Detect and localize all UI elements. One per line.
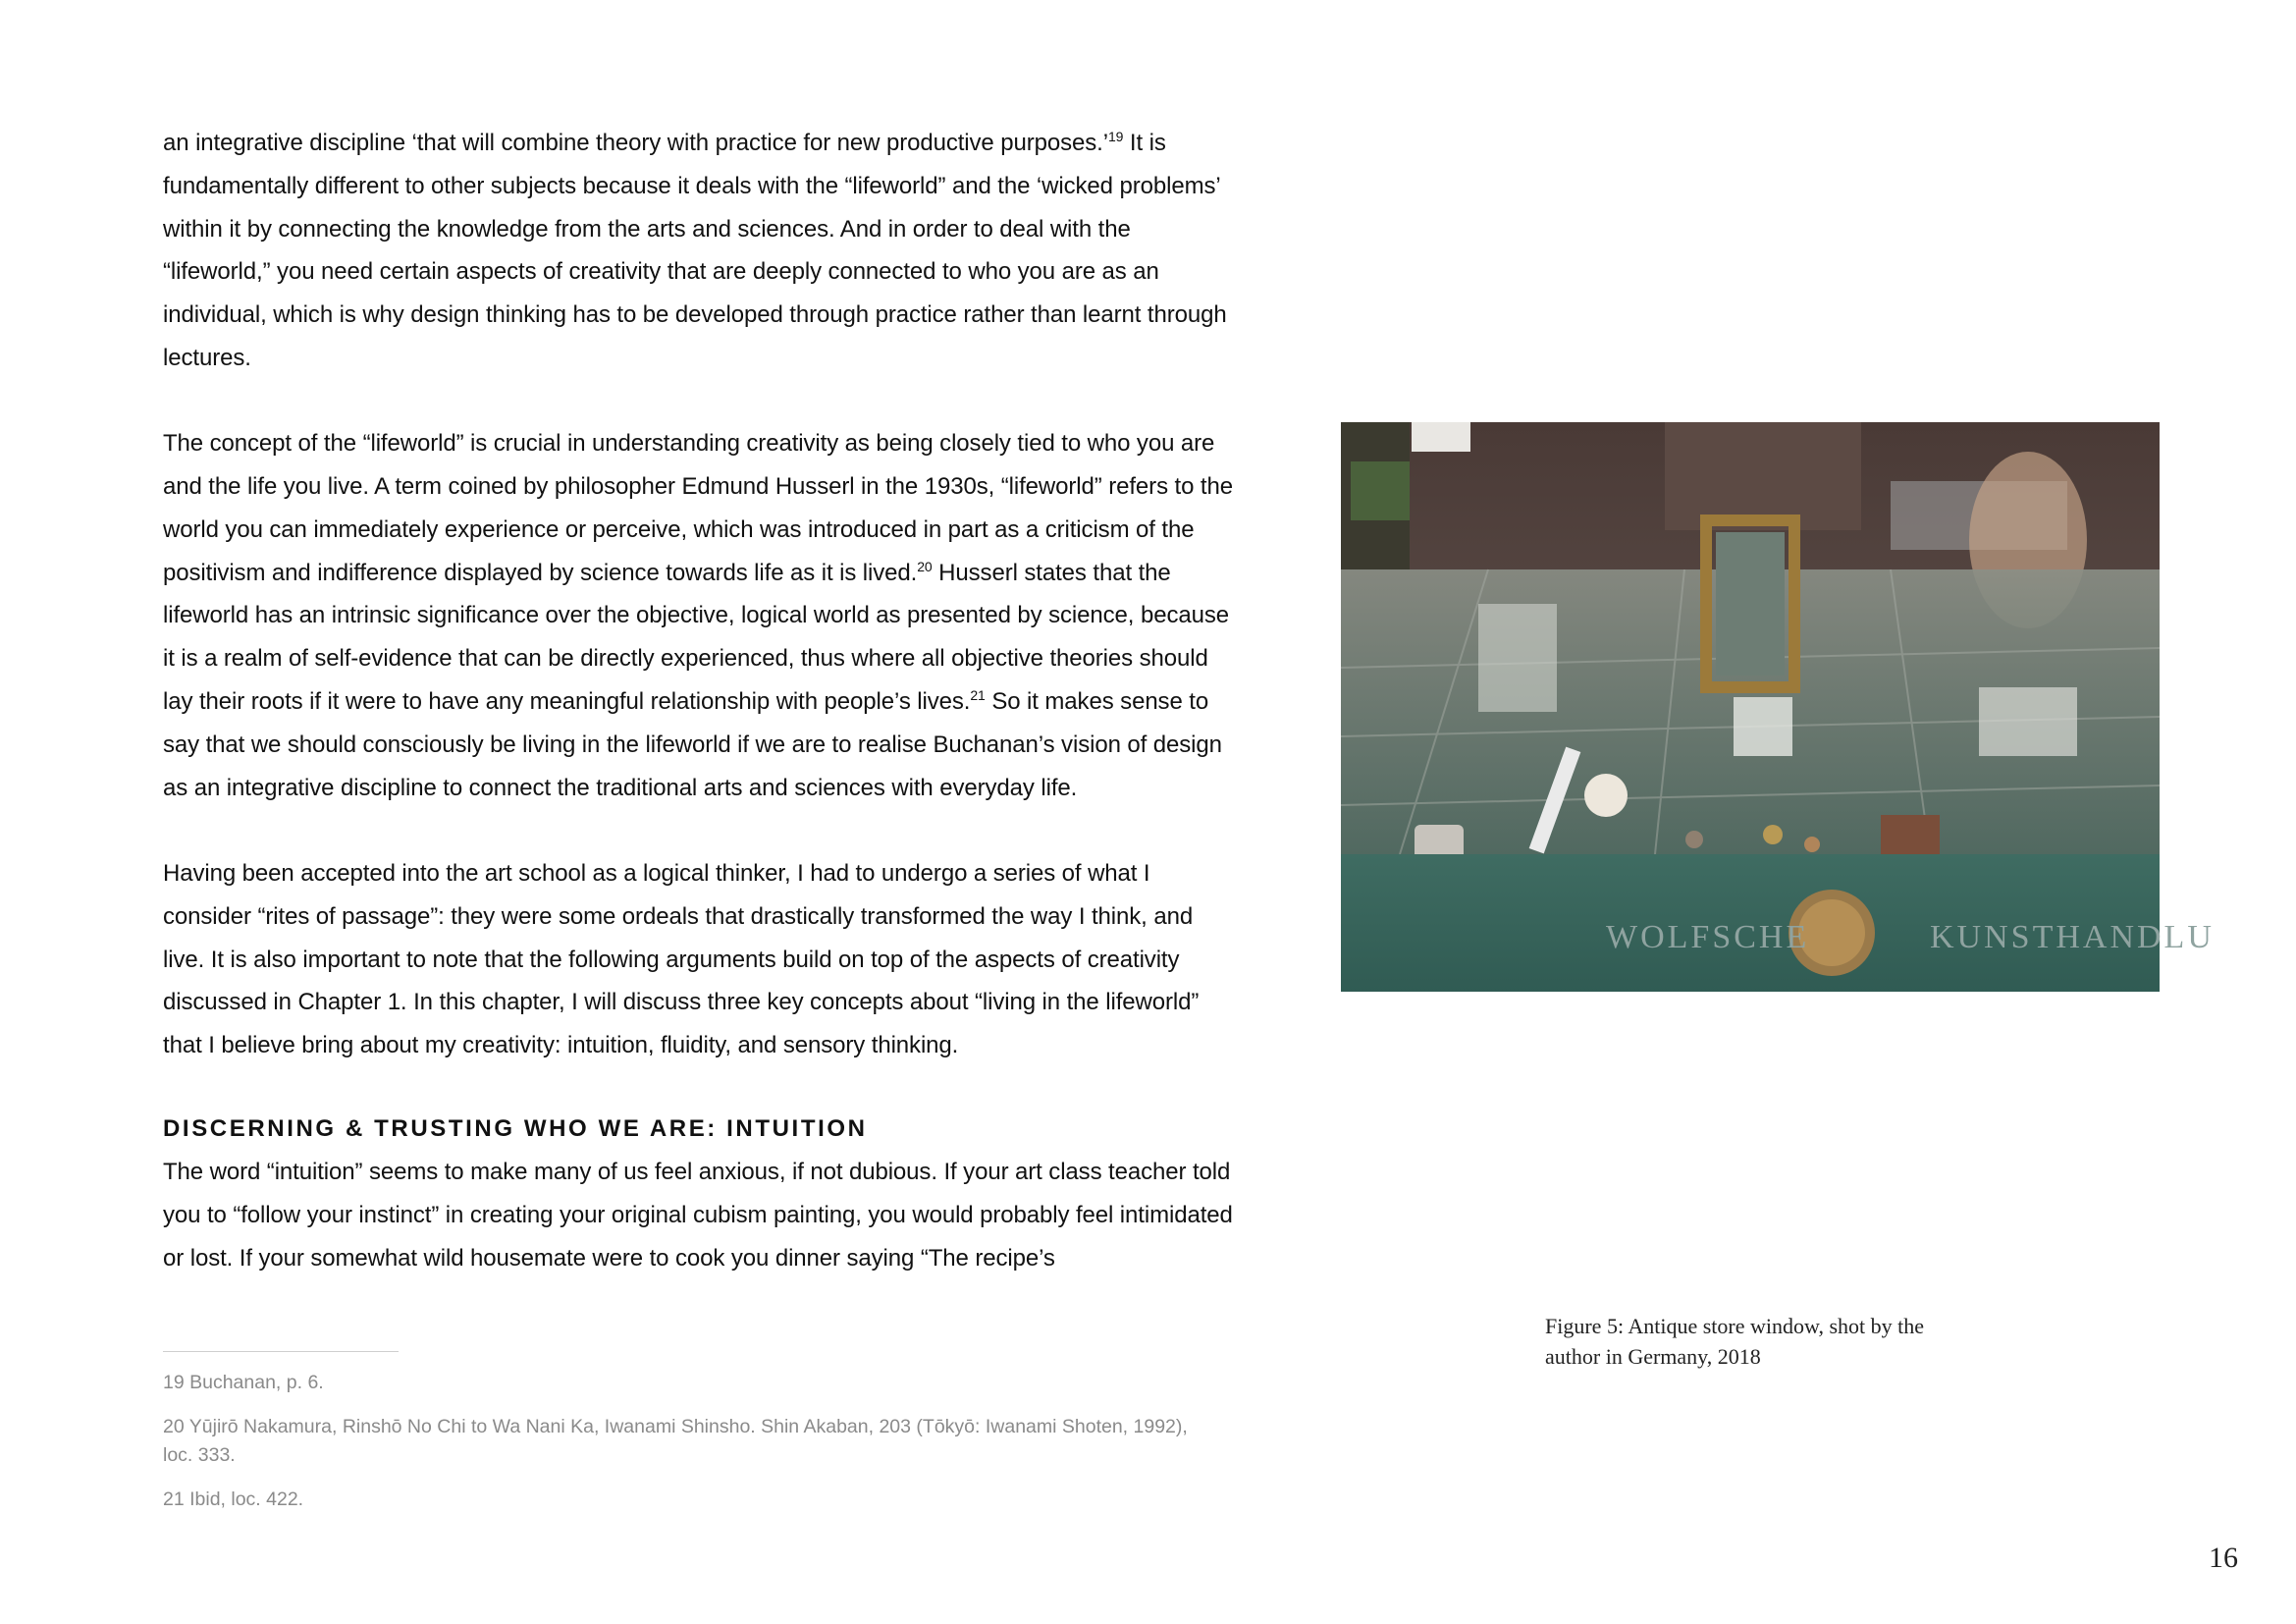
footnote-ref-19[interactable]: 19 — [1107, 129, 1124, 144]
footnote-20: 20 Yūjirō Nakamura, Rinshō No Chi to Wa Nani Ka, Iwanami Shinsho. Shin Akaban, 203 (Tōkyō: Iwanami Shoten, 1992), loc. 333. — [163, 1416, 1188, 1466]
page-number: 16 — [2209, 1542, 2238, 1574]
section-heading: DISCERNING & TRUSTING WHO WE ARE: INTUITION — [163, 1114, 868, 1142]
paragraph-text: an integrative discipline ‘that will combine theory with practice for new productive purposes.’ — [163, 130, 1108, 156]
footnote-21: 21 Ibid, loc. 422. — [163, 1489, 304, 1510]
figure-caption: Figure 5: Antique store window, shot by the author in Germany, 2018 — [1545, 1314, 1924, 1369]
footnotes — [163, 1369, 1203, 1514]
paragraph-text: Husserl states that the lifeworld has an intrinsic significance over the objective, logical world as presented by science, because it is a realm of self-evidence that can be directly experienced, thus where all objective theories should lay their roots if it were to have any meaningful relationship with people’s lives. — [163, 559, 1229, 716]
sign-text-right: KUNSTHANDLU — [1930, 919, 2215, 955]
figure-photo — [1341, 422, 2215, 1001]
body-paragraph-4: The word “intuition” seems to make many of us feel anxious, if not dubious. If your art class teacher told you to “follow your instinct” in creating your original cubism painting, you would probably feel intimidated or lost. If your somewhat wild housemate were to cook you dinner saying “The recipe’s — [163, 1158, 1233, 1272]
body-paragraph-2 — [163, 422, 1239, 809]
footnote-19: 19 Buchanan, p. 6. — [163, 1372, 324, 1393]
footnote-divider — [163, 1351, 399, 1352]
sign-text-left: WOLFSCHE — [1606, 919, 1810, 955]
paragraph-text: So it makes sense to say that we should consciously be living in the lifeworld if we are to realise Buchanan’s vision of design as an integrative discipline to connect the traditional arts and sciences with everyday life. — [163, 688, 1222, 801]
paragraph-text: It is fundamentally different to other subjects because it deals with the “lifeworld” and the ‘wicked problems’ within it by connecting the knowledge from the arts and sciences. And in order to deal with the “lifeworld,” you need certain aspects of creativity that are deeply connected to who you are as an individual, which is why design thinking has to be developed through practice rather than learnt through lectures. — [163, 130, 1227, 371]
body-paragraph-1 — [163, 122, 1239, 380]
antique-store-window-image — [1341, 422, 2215, 1001]
footnote-ref-20[interactable]: 20 — [917, 558, 933, 574]
footnote-ref-21[interactable]: 21 — [970, 687, 986, 704]
paragraph-text: The concept of the “lifeworld” is crucial in understanding creativity as being closely tied to who you are and the life you live. A term coined by philosopher Edmund Husserl in the 1930s, “lifeworld” refers to the world you can immediately experience or perceive, which was introduced in part as a criticism of the positivism and indifference displayed by science towards life as it is lived. — [163, 430, 1233, 586]
body-paragraph-3: Having been accepted into the art school as a logical thinker, I had to undergo a series of what I consider “rites of passage”: they were some ordeals that drastically transformed the way I think, and live. It is also important to note that the following arguments build on top of the aspects of creativity discussed in Chapter 1. In this chapter, I will discuss three key concepts about “living in the lifeworld” that I believe bring about my creativity: intuition, fluidity, and sensory thinking. — [163, 859, 1200, 1059]
main-text-column — [163, 122, 1239, 1279]
